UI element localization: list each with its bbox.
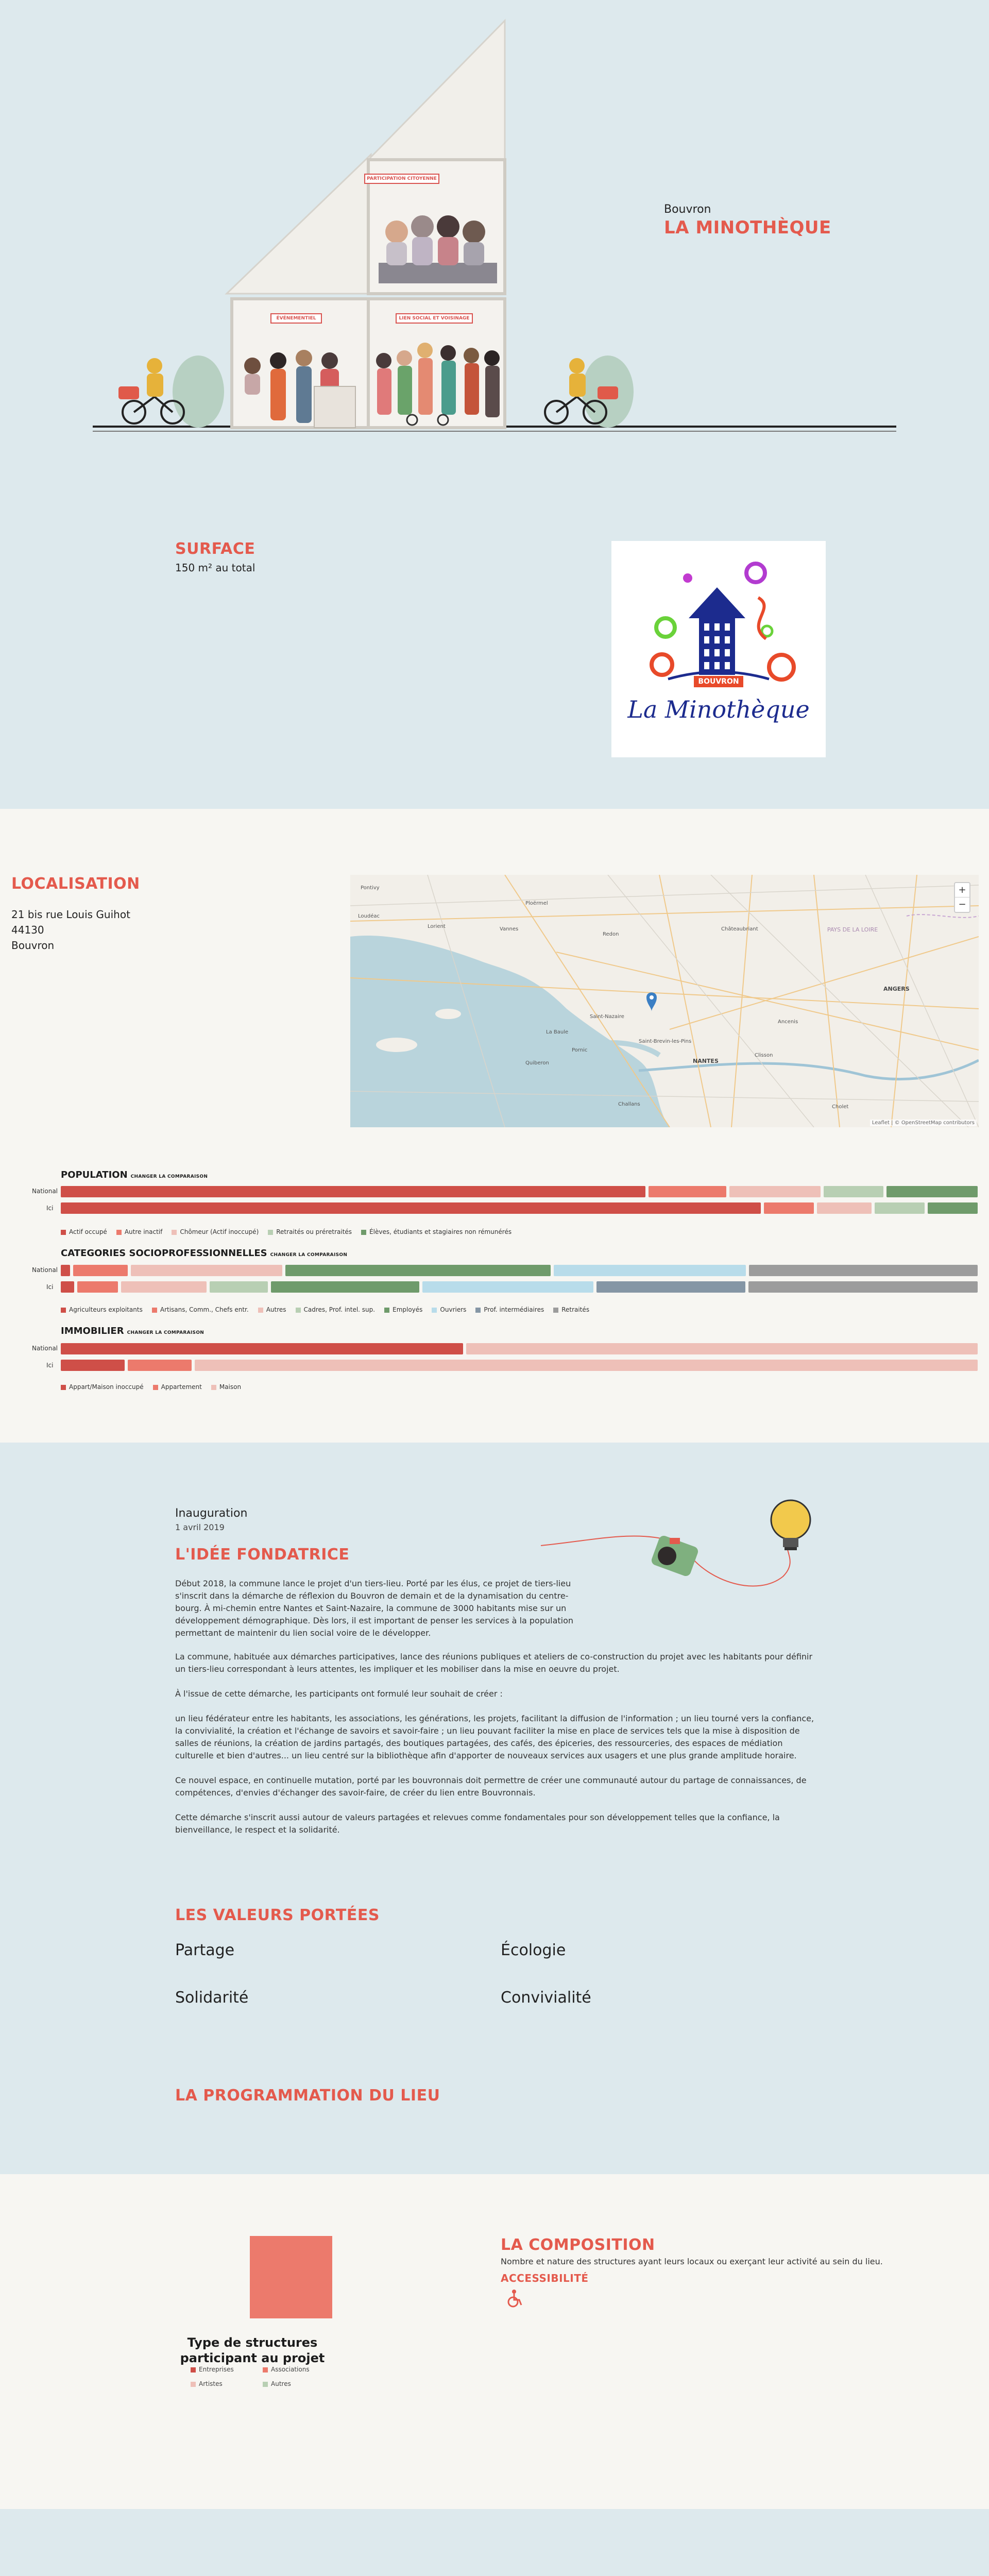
csp-legend-swatch bbox=[553, 1308, 558, 1313]
csp-legend-item bbox=[553, 1306, 589, 1313]
sign-lien-social: LIEN SOCIAL ET VOISINAGE bbox=[396, 313, 473, 324]
pop-legend-label: Autre inactif bbox=[124, 1228, 163, 1235]
pop-legend-label: Actif occupé bbox=[69, 1228, 107, 1235]
map-label-14: Quiberon bbox=[525, 1060, 549, 1066]
csp-legend-swatch bbox=[61, 1308, 66, 1313]
population-title-text: POPULATION bbox=[61, 1170, 128, 1180]
map-label-6: Saint-Nazaire bbox=[590, 1014, 624, 1020]
composition-section bbox=[0, 2174, 989, 2509]
map-label-9: ANGERS bbox=[883, 986, 910, 992]
csp-legend-swatch bbox=[152, 1308, 157, 1313]
zoom-out-button[interactable]: − bbox=[958, 899, 966, 910]
composition-legend-label: Associations bbox=[271, 2366, 310, 2373]
composition-legend bbox=[191, 2366, 335, 2387]
inauguration-date: 1 avril 2019 bbox=[175, 1522, 225, 1532]
valeur-solidarite: Solidarité bbox=[175, 1989, 249, 2007]
immo-legend-item bbox=[211, 1383, 241, 1391]
minotheque-logo bbox=[611, 541, 826, 757]
bar-segment-pop-local-3[interactable] bbox=[875, 1202, 925, 1214]
composition-legend-label: Autres bbox=[271, 2380, 291, 2387]
pop-bar-local bbox=[61, 1202, 978, 1214]
composition-chart-svg bbox=[250, 2236, 332, 2318]
pop-legend-swatch bbox=[268, 1230, 273, 1235]
idea-illustration bbox=[541, 1499, 829, 1602]
map-label-16: Clisson bbox=[755, 1053, 773, 1058]
immo-title-text: IMMOBILIER bbox=[61, 1326, 124, 1336]
bar-segment-immo-local-0[interactable] bbox=[61, 1360, 125, 1371]
idee-heading: L'IDÉE FONDATRICE bbox=[175, 1546, 350, 1564]
map-label-15: La Baule bbox=[546, 1029, 569, 1035]
roof-left bbox=[227, 155, 371, 294]
csp-legend-swatch bbox=[296, 1308, 301, 1313]
immo-compare-link[interactable]: CHANGER LA COMPARAISON bbox=[127, 1330, 204, 1335]
bar-segment-pop-national-0[interactable] bbox=[61, 1186, 645, 1197]
pop-legend-item bbox=[361, 1228, 511, 1235]
immo-row-local: Ici bbox=[46, 1362, 54, 1369]
map-label-3: Lorient bbox=[428, 924, 446, 929]
csp-legend-item bbox=[384, 1306, 422, 1313]
surface-heading: SURFACE bbox=[175, 540, 255, 558]
pop-bar-national bbox=[61, 1186, 978, 1197]
map-base bbox=[350, 875, 979, 1127]
logo-top-text: BOUVRON bbox=[698, 677, 739, 686]
csp-legend-item bbox=[152, 1306, 249, 1313]
immo-legend-swatch bbox=[153, 1385, 158, 1390]
surface-section bbox=[0, 500, 989, 809]
composition-slice-1[interactable] bbox=[250, 2236, 332, 2318]
composition-desc: Nombre et nature des structures ayant leurs locaux ou exerçant leur activité au sein du lieu. bbox=[501, 2257, 883, 2266]
bar-segment-pop-national-2[interactable] bbox=[729, 1186, 821, 1197]
map-label-8: NANTES bbox=[693, 1058, 719, 1064]
map-label-18: Saint-Brevin-les-Pins bbox=[639, 1039, 692, 1044]
csp-legend-swatch bbox=[258, 1308, 263, 1313]
csp-legend-label: Prof. intermédiaires bbox=[484, 1306, 544, 1313]
csp-legend-label: Retraités bbox=[561, 1306, 590, 1313]
csp-title-text: CATEGORIES SOCIOPROFESSIONNELLES bbox=[61, 1248, 267, 1259]
map-label-17: Ancenis bbox=[778, 1019, 798, 1025]
bar-segment-csp-local-7[interactable] bbox=[748, 1281, 978, 1293]
wheelchair-icon bbox=[505, 2289, 524, 2308]
immo-legend-label: Appartement bbox=[161, 1383, 202, 1391]
bar-segment-csp-local-1[interactable] bbox=[77, 1281, 118, 1293]
map-label-11: Challans bbox=[618, 1101, 640, 1107]
idee-paragraph-6: Cette démarche s'inscrit aussi autour de valeurs partagées et relevues comme fondamentales pour son développement telles que la confiance, la bienveillance, le respect et la solidarité. bbox=[175, 1812, 780, 1835]
csp-legend-label: Ouvriers bbox=[440, 1306, 467, 1313]
pop-legend-label: Chômeur (Actif inoccupé) bbox=[180, 1228, 259, 1235]
composition-legend-item bbox=[263, 2380, 335, 2387]
composition-legend-swatch bbox=[263, 2382, 268, 2387]
composition-legend-label: Entreprises bbox=[199, 2366, 234, 2373]
hero-title: LA MINOTHÈQUE bbox=[664, 217, 831, 238]
bar-segment-pop-local-1[interactable] bbox=[764, 1202, 814, 1214]
idee-paragraph-3: À l'issue de cette démarche, les participants ont formulé leur souhait de créer : bbox=[175, 1689, 503, 1699]
csp-bar-national bbox=[61, 1265, 978, 1276]
immo-bar-local bbox=[61, 1360, 978, 1371]
composition-chart bbox=[250, 2236, 332, 2318]
bar-segment-csp-local-0[interactable] bbox=[61, 1281, 74, 1293]
composition-legend-label: Artistes bbox=[199, 2380, 223, 2387]
bar-segment-csp-national-1[interactable] bbox=[73, 1265, 128, 1276]
map[interactable] bbox=[350, 875, 979, 1127]
zoom-control bbox=[954, 882, 970, 913]
accessibilite-heading: ACCESSIBILITÉ bbox=[501, 2272, 589, 2284]
bar-segment-csp-national-0[interactable] bbox=[61, 1265, 70, 1276]
csp-legend-item bbox=[432, 1306, 466, 1313]
csp-row-local: Ici bbox=[46, 1283, 54, 1291]
map-label-10: Cholet bbox=[832, 1104, 849, 1110]
immo-bar-national bbox=[61, 1343, 978, 1354]
bar-segment-immo-national-2[interactable] bbox=[466, 1343, 978, 1354]
idee-paragraph-5: Ce nouvel espace, en continuelle mutation, porté par les bouvronnais doit permettre de créer une communauté autour du partage de connaissances, de compétences, d'envies d'échanger des savoir-faire, de créer du lien entre Bouvronnais. bbox=[175, 1775, 807, 1798]
map-label-13: PAYS DE LA LOIRE bbox=[827, 926, 878, 933]
bar-segment-csp-local-6[interactable] bbox=[596, 1281, 745, 1293]
csp-legend-label: Employés bbox=[393, 1306, 423, 1313]
immo-title bbox=[61, 1326, 204, 1336]
csp-legend-item bbox=[258, 1306, 286, 1313]
map-label-1: Loudéac bbox=[358, 913, 380, 919]
map-label-4: Redon bbox=[603, 931, 619, 937]
pop-legend-item bbox=[116, 1228, 163, 1235]
logo-card bbox=[611, 541, 826, 757]
immo-legend bbox=[61, 1383, 241, 1391]
pop-legend-swatch bbox=[61, 1230, 66, 1235]
idee-text bbox=[175, 1651, 816, 1836]
immo-legend-item bbox=[61, 1383, 144, 1391]
map-label-7: Pornic bbox=[572, 1047, 588, 1053]
csp-legend-item bbox=[61, 1306, 143, 1313]
csp-legend-label: Artisans, Comm., Chefs entr. bbox=[160, 1306, 249, 1313]
csp-legend-swatch bbox=[384, 1308, 389, 1313]
composition-chart-title: Type de structures participant au projet bbox=[180, 2335, 325, 2365]
csp-legend-label: Cadres, Prof. intel. sup. bbox=[303, 1306, 376, 1313]
table bbox=[379, 263, 497, 283]
localisation-section bbox=[0, 809, 989, 1443]
valeur-partage: Partage bbox=[175, 1941, 235, 1959]
bar-segment-pop-national-3[interactable] bbox=[824, 1186, 883, 1197]
bar-segment-immo-local-1[interactable] bbox=[128, 1360, 192, 1371]
pop-legend-swatch bbox=[116, 1230, 122, 1235]
csp-legend-item bbox=[475, 1306, 544, 1313]
csp-legend-swatch bbox=[432, 1308, 437, 1313]
idee-paragraph-2: La commune, habituée aux démarches participatives, lance des réunions publiques et ateliers de co-construction du projet avec les habitants pour définir un tiers-lieu correspondant à leurs attentes, les impliquer et les mobiliser dans la mise en oeuvre du projet. bbox=[175, 1652, 813, 1674]
csp-legend-item bbox=[296, 1306, 376, 1313]
immo-legend-label: Appart/Maison inoccupé bbox=[69, 1383, 144, 1391]
csp-legend-label: Agriculteurs exploitants bbox=[69, 1306, 143, 1313]
bar-segment-pop-national-4[interactable] bbox=[886, 1186, 978, 1197]
immo-row-national: National bbox=[32, 1345, 58, 1352]
idee-p1-wrap bbox=[175, 1578, 582, 1639]
map-attribution[interactable]: Leaflet | © OpenStreetMap contributors bbox=[870, 1120, 977, 1126]
map-label-5: Ploërmel bbox=[525, 901, 548, 906]
bar-segment-csp-local-2[interactable] bbox=[121, 1281, 207, 1293]
pop-legend-swatch bbox=[172, 1230, 177, 1235]
hero-section bbox=[0, 0, 989, 500]
population-compare-link[interactable]: CHANGER LA COMPARAISON bbox=[130, 1174, 208, 1179]
map-marker bbox=[646, 992, 657, 1011]
bar-segment-csp-local-5[interactable] bbox=[422, 1281, 593, 1293]
idee-paragraph-4: un lieu fédérateur entre les habitants, les associations, les générations, les projets, facilitant la diffusion de l'information ; un lieu tourné vers la confiance, la convivialité, la création et l'échange de savoirs et savoir-faire ; un lieu pouvant faciliter la mise en place de services tels que la mise à disposition de salles de réunions, la création de jardins partagés, des boutiques partagées, des cafés, des épiceries, des ressourceries, des espaces de médiation culturelle et bien d'autres... un lieu centré sur la bibliothèque afin d'apporter de nouveaux services aux usagers et une plus grande amplitude horaire. bbox=[175, 1714, 814, 1760]
pop-row-local: Ici bbox=[46, 1205, 54, 1212]
map-label-0: Pontivy bbox=[361, 885, 380, 891]
population-title bbox=[61, 1170, 208, 1180]
address-line-2: 44130 bbox=[11, 924, 44, 936]
roof-right bbox=[368, 21, 505, 160]
pop-row-national: National bbox=[32, 1188, 58, 1195]
pop-legend-swatch bbox=[361, 1230, 366, 1235]
bar-segment-csp-national-5[interactable] bbox=[554, 1265, 746, 1276]
pop-legend-item bbox=[61, 1228, 107, 1235]
immo-legend-label: Maison bbox=[219, 1383, 242, 1391]
bar-segment-csp-local-4[interactable] bbox=[271, 1281, 419, 1293]
surface-value: 150 m² au total bbox=[175, 562, 255, 574]
bar-segment-pop-local-4[interactable] bbox=[928, 1202, 978, 1214]
csp-title bbox=[61, 1248, 347, 1259]
bar-segment-csp-local-3[interactable] bbox=[210, 1281, 268, 1293]
composition-legend-swatch bbox=[191, 2367, 196, 2372]
acteurs-section bbox=[0, 2509, 989, 2576]
immo-legend-swatch bbox=[61, 1385, 66, 1390]
sign-participation: PARTICIPATION CITOYENNE bbox=[364, 174, 439, 184]
csp-row-national: National bbox=[32, 1266, 58, 1274]
bar-segment-csp-national-7[interactable] bbox=[749, 1265, 978, 1276]
address-line-3: Bouvron bbox=[11, 939, 55, 952]
map-label-12: Châteaubriant bbox=[721, 926, 758, 932]
composition-legend-item bbox=[191, 2380, 263, 2387]
inauguration-label: Inauguration bbox=[175, 1507, 248, 1520]
bar-segment-immo-local-2[interactable] bbox=[195, 1360, 978, 1371]
ground-line-thin bbox=[93, 431, 896, 432]
valeurs-heading: LES VALEURS PORTÉES bbox=[175, 1906, 380, 1924]
pop-legend-item bbox=[172, 1228, 259, 1235]
bar-segment-csp-national-4[interactable] bbox=[285, 1265, 551, 1276]
csp-legend-label: Autres bbox=[266, 1306, 286, 1313]
immo-legend-swatch bbox=[211, 1385, 216, 1390]
bush-left bbox=[173, 355, 224, 428]
composition-legend-item bbox=[191, 2366, 263, 2373]
sign-evenementiel: ÉVÉNEMENTIEL bbox=[270, 313, 322, 324]
composition-legend-item bbox=[263, 2366, 335, 2373]
bar-segment-pop-local-0[interactable] bbox=[61, 1202, 761, 1214]
csp-compare-link[interactable]: CHANGER LA COMPARAISON bbox=[270, 1252, 348, 1258]
pop-legend-item bbox=[268, 1228, 352, 1235]
composition-heading: LA COMPOSITION bbox=[501, 2236, 655, 2254]
idee-paragraph-1: Début 2018, la commune lance le projet d'un tiers-lieu. Porté par les élus, ce projet de tiers-lieu s'inscrit dans la démarche de réflexion du Bouvron de demain et de la dynamisation du centre-bourg. À mi-chemin entre Nantes et Saint-Nazaire, la commune de 3000 habitants mise sur un développement démographique. Dès lors, il est important de penser les services à la population permettant de maintenir du lien social voire de le développer. bbox=[175, 1579, 574, 1638]
map-label-2: Vannes bbox=[500, 926, 519, 932]
address-line-1: 21 bis rue Louis Guihot bbox=[11, 908, 130, 921]
population-legend bbox=[61, 1228, 511, 1235]
logo-script-text: La Minothèque bbox=[627, 696, 810, 723]
composition-legend-swatch bbox=[263, 2367, 268, 2372]
programmation-heading: LA PROGRAMMATION DU LIEU bbox=[175, 2087, 440, 2105]
valeur-convivialite: Convivialité bbox=[501, 1989, 591, 2007]
zoom-in-button[interactable]: + bbox=[955, 883, 969, 897]
csp-bar-local bbox=[61, 1281, 978, 1293]
bar-segment-pop-local-2[interactable] bbox=[817, 1202, 872, 1214]
immo-legend-item bbox=[153, 1383, 202, 1391]
composition-legend-swatch bbox=[191, 2382, 196, 2387]
csp-legend-swatch bbox=[475, 1308, 481, 1313]
address bbox=[11, 907, 130, 953]
bar-segment-pop-national-1[interactable] bbox=[649, 1186, 726, 1197]
bar-segment-immo-national-0[interactable] bbox=[61, 1343, 463, 1354]
valeur-ecologie: Écologie bbox=[501, 1941, 566, 1959]
pop-legend-label: Retraités ou préretraités bbox=[276, 1228, 352, 1235]
localisation-heading: LOCALISATION bbox=[11, 875, 140, 893]
pop-legend-label: Élèves, étudiants et stagiaires non rémunérés bbox=[369, 1228, 512, 1235]
hero-location: Bouvron bbox=[664, 203, 711, 216]
bar-segment-csp-national-2[interactable] bbox=[131, 1265, 282, 1276]
csp-legend bbox=[61, 1306, 589, 1313]
idee-section bbox=[0, 1443, 989, 2174]
